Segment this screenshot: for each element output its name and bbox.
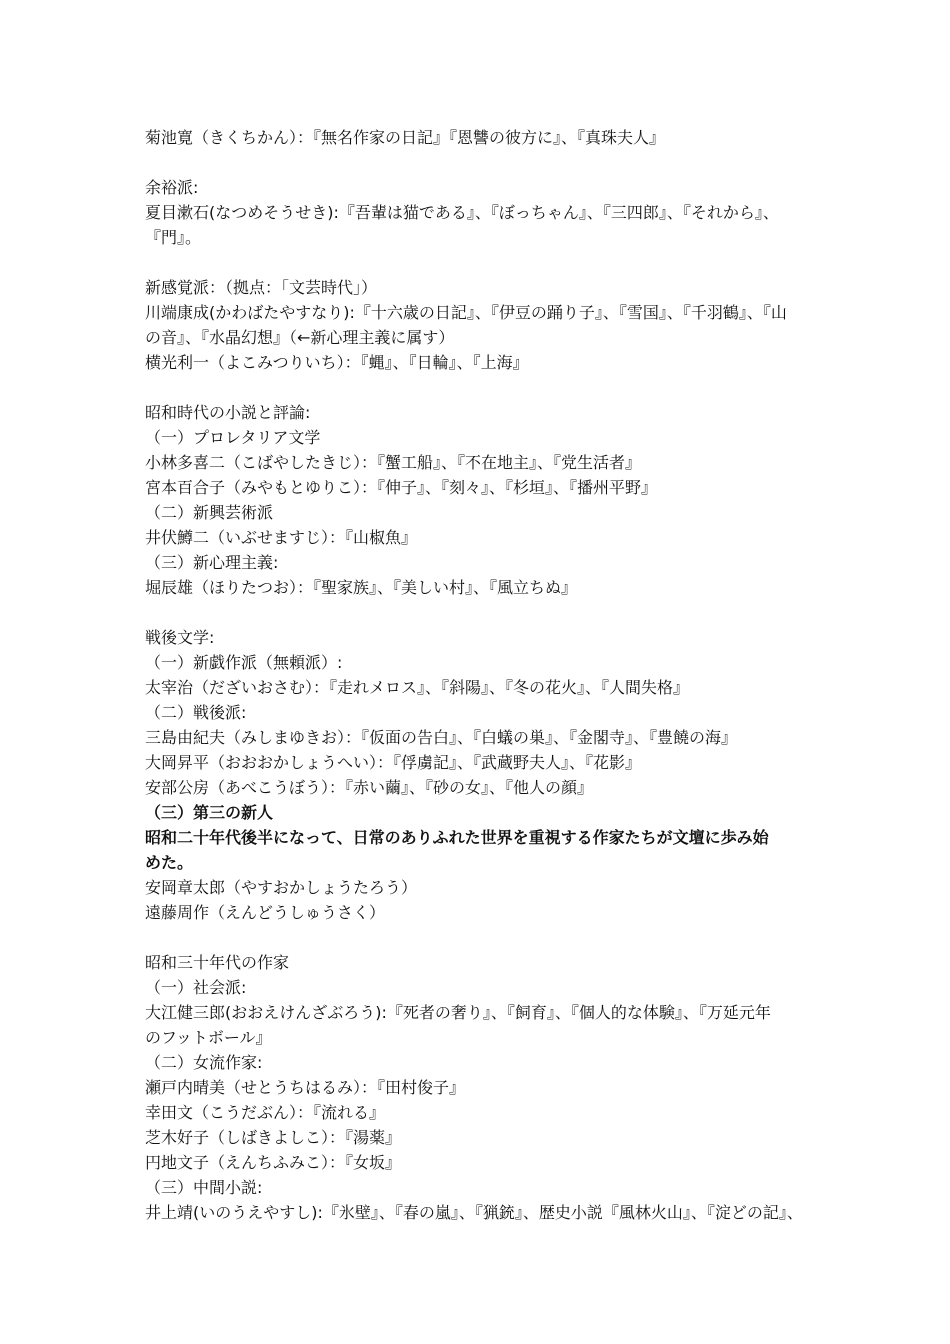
text-line: （二）新興芸術派 [145, 503, 274, 522]
text-line: 余裕派: [145, 178, 199, 197]
text-line: 安岡章太郎（やすおかしょうたろう） [145, 878, 418, 897]
blank-line [145, 375, 815, 400]
text-line: のフットボール』 [145, 1028, 272, 1047]
text-line: めた。 [145, 853, 194, 872]
text-line: 幸田文（こうだぶん）：『流れる』 [145, 1103, 386, 1122]
text-line: 円地文子（えんちふみこ）：『女坂』 [145, 1153, 402, 1172]
text-line: 昭和二十年代後半になって、日常のありふれた世界を重視する作家たちが文壇に歩み始 [145, 828, 769, 847]
text-line: （二）戦後派: [145, 703, 247, 722]
text-line: （三）第三の新人 [145, 803, 274, 822]
text-line: 小林多喜二（こばやしたきじ）：『蟹工船』、『不在地主』、『党生活者』 [145, 453, 642, 472]
text-line: の音』、『水晶幻想』（←新心理主義に属す） [145, 328, 455, 347]
text-line: （三）中間小説: [145, 1178, 263, 1197]
blank-line [145, 925, 815, 950]
text-line: 井上靖(いのうえやすし):『氷壁』、『春の嵐』、『猟銃』、歴史小説『風林火山』、『淀どの記』、 [145, 1203, 803, 1222]
blank-line [145, 600, 815, 625]
text-line: 昭和時代の小説と評論: [145, 403, 311, 422]
text-line: 瀬戸内晴美（せとうちはるみ）：『田村俊子』 [145, 1078, 466, 1097]
text-line: （一）新戯作派（無頼派）: [145, 653, 343, 672]
blank-line [145, 150, 815, 175]
text-line: 遠藤周作（えんどうしゅうさく） [145, 903, 386, 922]
text-line: 三島由紀夫（みしまゆきお）：『仮面の告白』、『白蟻の巣』、『金閣寺』、『豊饒の海』 [145, 728, 738, 747]
document-page [145, 125, 815, 1225]
text-line: （二）女流作家: [145, 1053, 263, 1072]
text-line: （一）プロレタリア文学 [145, 428, 321, 447]
text-line: 太宰治（だざいおさむ）：『走れメロス』、『斜陽』、『冬の花火』、『人間失格』 [145, 678, 690, 697]
text-line: 『門』。 [145, 228, 202, 247]
blank-line [145, 250, 815, 275]
text-line: 大江健三郎(おおえけんざぶろう):『死者の奢り』、『飼育』、『個人的な体験』、『万延元年 [145, 1003, 771, 1022]
text-line: 安部公房（あべこうぼう）：『赤い繭』、『砂の女』、『他人の顔』 [145, 778, 594, 797]
text-line: 宮本百合子（みやもとゆりこ）：『伸子』、『刻々』、『杉垣』、『播州平野』 [145, 478, 658, 497]
text-line: 川端康成(かわばたやすなり):『十六歳の日記』、『伊豆の踊り子』、『雪国』、『千羽鶴』、『山 [145, 303, 787, 322]
text-line: 井伏鱒二（いぶせますじ）：『山椒魚』 [145, 528, 418, 547]
text-line: 新感覚派：（拠点：「文芸時代」） [145, 278, 378, 297]
text-line: 芝木好子（しばきよしこ）：『湯薬』 [145, 1128, 402, 1147]
text-line: 大岡昇平（おおおかしょうへい）：『俘虜記』、『武蔵野夫人』、『花影』 [145, 753, 642, 772]
text-line: 菊池寛（きくちかん）：『無名作家の日記』『恩讐の彼方に』、『真珠夫人』 [145, 128, 666, 147]
text-line: 戦後文学: [145, 628, 215, 647]
text-line: 横光利一（よこみつりいち）：『蝿』、『日輪』、『上海』 [145, 353, 529, 372]
text-line: 堀辰雄（ほりたつお）：『聖家族』、『美しい村』、『風立ちぬ』 [145, 578, 578, 597]
text-line: 昭和三十年代の作家 [145, 953, 290, 972]
text-line: （三）新心理主義: [145, 553, 279, 572]
text-line: 夏目漱石(なつめそうせき):『吾輩は猫である』、『ぼっちゃん』、『三四郎』、『それから』、 [145, 203, 779, 222]
text-line: （一）社会派: [145, 978, 247, 997]
